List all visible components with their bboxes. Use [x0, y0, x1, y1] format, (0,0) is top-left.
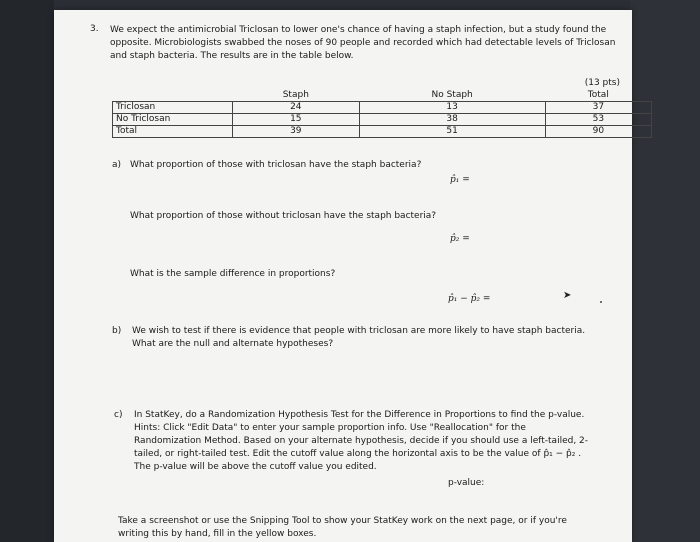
- row-label: Total: [113, 126, 233, 138]
- stray-dot: [600, 301, 602, 303]
- cell-no-staph: 13: [359, 102, 545, 114]
- cell-total: 37: [545, 102, 651, 114]
- cell-staph: 24: [233, 102, 360, 114]
- table-header-blank: [113, 90, 233, 102]
- part-a-question-1: What proportion of those with triclosan have the staph bacteria?: [130, 160, 422, 170]
- difference-label: p̂₁ − p̂₂ =: [448, 294, 491, 304]
- footer-line-2: writing this by hand, fill in the yellow boxes.: [118, 529, 317, 539]
- mouse-cursor-icon: ➤: [563, 290, 572, 301]
- part-a-question-2: What proportion of those without triclosan have the staph bacteria?: [130, 211, 437, 221]
- table-header-row: [113, 90, 652, 102]
- cell-no-staph: 51: [359, 126, 545, 138]
- part-a-label: a): [112, 160, 122, 170]
- part-b-line-2: What are the null and alternate hypotheses?: [132, 339, 334, 349]
- row-label: Triclosan: [113, 102, 233, 114]
- cell-staph: 15: [233, 114, 360, 126]
- contingency-table: [112, 90, 652, 138]
- cell-total: 53: [545, 114, 651, 126]
- part-c-line-4: tailed, or right-tailed test. Edit the cutoff value along the horizontal axis to be the value of p̂₁ − p̂₂ .: [134, 449, 582, 459]
- part-c-line-5: The p-value will be above the cutoff value you edited.: [134, 462, 377, 472]
- question-number: 3.: [90, 24, 99, 34]
- part-b-label: b): [112, 326, 122, 336]
- row-label: No Triclosan: [113, 114, 233, 126]
- p1-hat-label: p̂₁ =: [450, 175, 470, 185]
- footer-line-1: Take a screenshot or use the Snipping Tool to show your StatKey work on the next page, or if you're: [118, 516, 567, 526]
- cell-no-staph: 38: [359, 114, 545, 126]
- part-b-line-1: We wish to test if there is evidence that people with triclosan are more likely to have staph bacteria.: [132, 326, 586, 336]
- cell-total: 90: [545, 126, 651, 138]
- p-value-label: p-value:: [448, 478, 485, 488]
- right-dark-margin: [630, 0, 700, 542]
- points-label: (13 pts): [584, 78, 620, 88]
- part-c-line-1: In StatKey, do a Randomization Hypothesis Test for the Difference in Proportions to find the p-value.: [134, 410, 585, 420]
- part-a-question-3: What is the sample difference in proportions?: [130, 269, 336, 279]
- part-c-label: c): [114, 410, 123, 420]
- p2-hat-label: p̂₂ =: [450, 234, 470, 244]
- part-c-line-3: Randomization Method. Based on your alternate hypothesis, decide if you should use a left-tailed, 2-: [134, 436, 589, 446]
- cell-staph: 39: [233, 126, 360, 138]
- part-c-line-2: Hints: Click "Edit Data" to enter your sample proportion info. Use "Reallocation" for the: [134, 423, 526, 433]
- left-dark-margin: [0, 0, 54, 542]
- worksheet-page: [54, 10, 632, 542]
- table-header-no-staph: No Staph: [359, 90, 545, 102]
- table-row: [113, 114, 652, 126]
- table-row: [113, 126, 652, 138]
- table-header-total: Total: [545, 90, 651, 102]
- table-header-staph: Staph: [233, 90, 360, 102]
- question-intro: We expect the antimicrobial Triclosan to lower one's chance of having a staph infection, but a study found the opposite. Microbiologists swabbed the noses of 90 people and recorded which had detectable levels of Triclosan and staph bacteria. The results are in the table below.: [110, 25, 616, 61]
- table-row: [113, 102, 652, 114]
